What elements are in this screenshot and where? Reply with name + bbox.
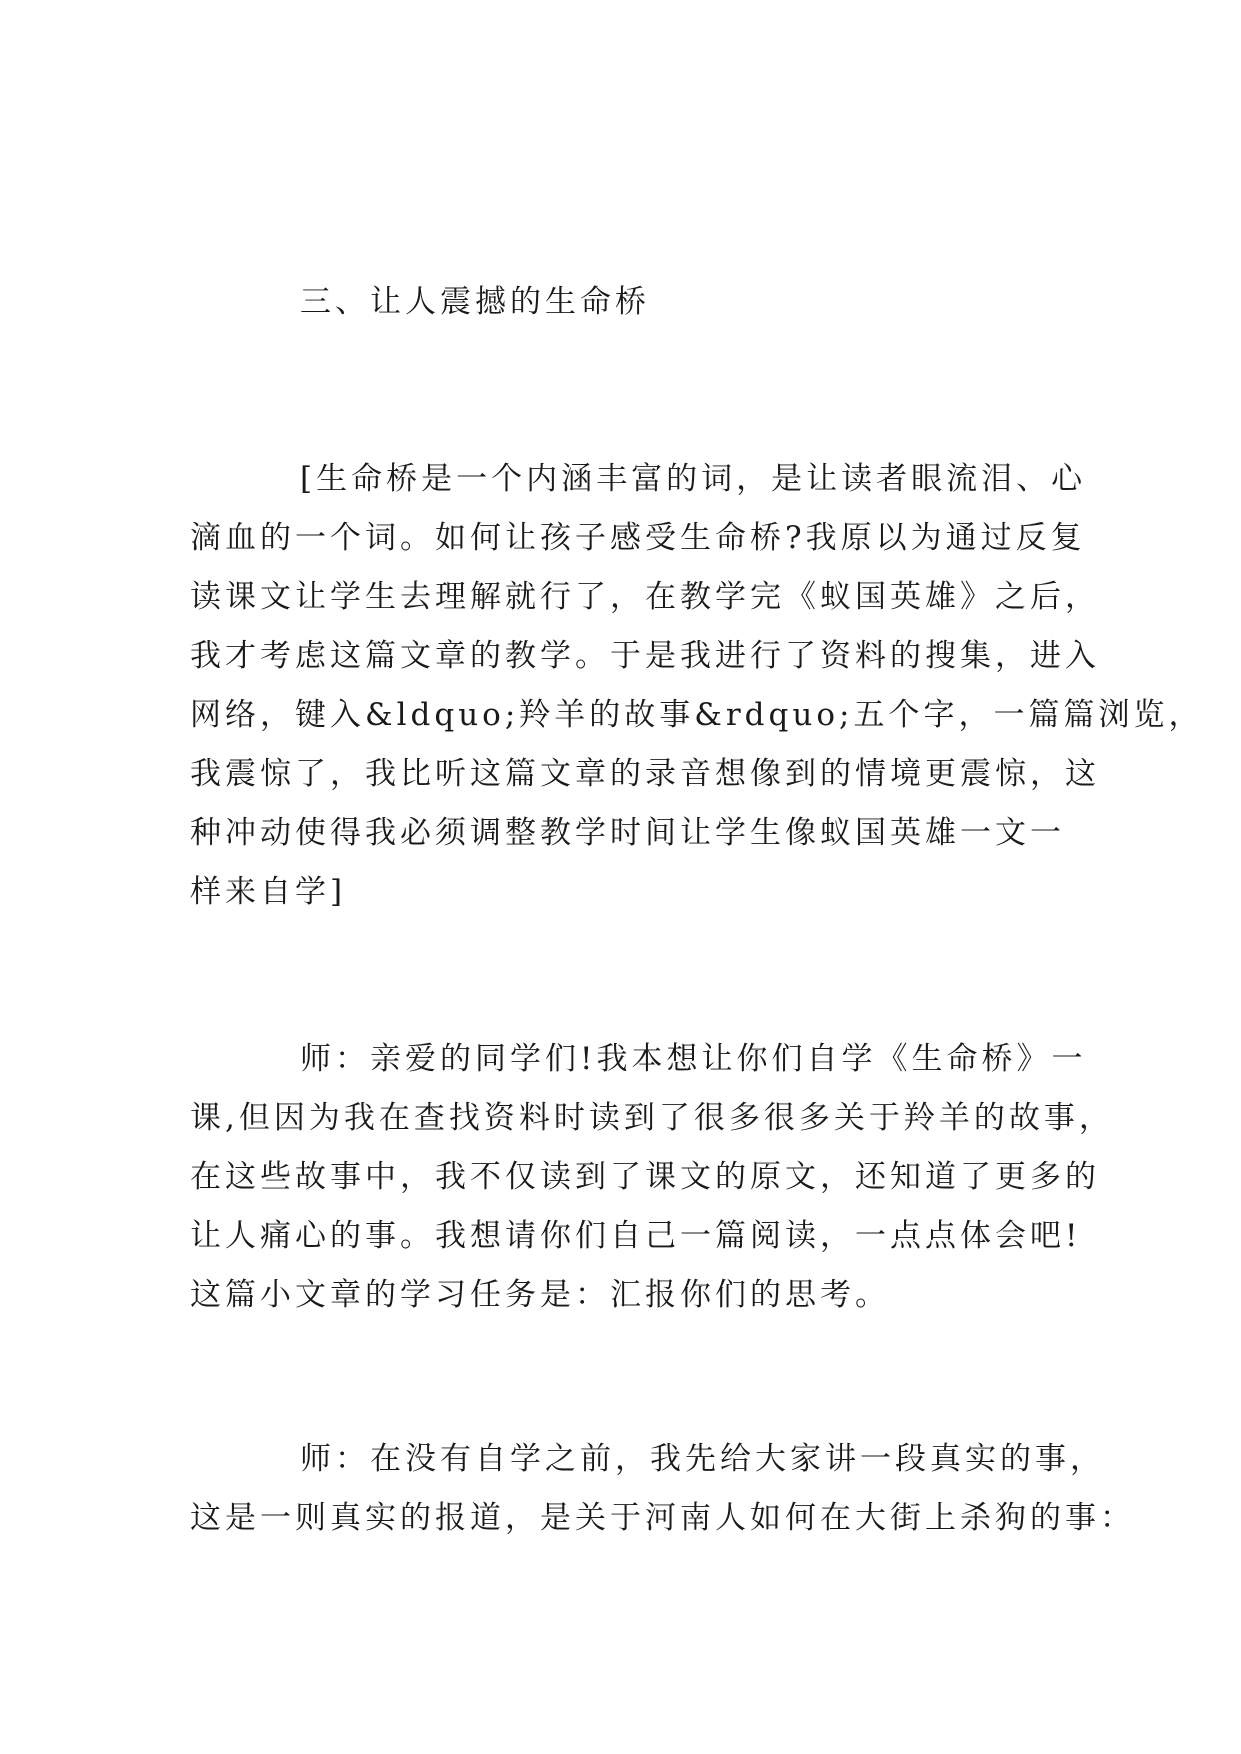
paragraph-line: 种冲动使得我必须调整教学时间让学生像蚁国英雄一文一 bbox=[190, 815, 1065, 851]
paragraph-line: 滴血的一个词。如何让孩子感受生命桥?我原以为通过反复 bbox=[190, 520, 1086, 556]
paragraph-line: [生命桥是一个内涵丰富的词，是让读者眼流泪、心 bbox=[300, 461, 1087, 497]
paragraph-line: 我震惊了，我比听这篇文章的录音想像到的情境更震惊，这 bbox=[190, 756, 1100, 792]
section-title: 三、让人震撼的生命桥 bbox=[300, 284, 650, 320]
paragraph-line: 样来自学] bbox=[190, 874, 347, 910]
paragraph-teaching-note bbox=[190, 450, 1204, 922]
paragraph-line: 师：亲爱的同学们!我本想让你们自学《生命桥》一 bbox=[300, 1041, 1087, 1077]
paragraph-line: 网络，键入&ldquo;羚羊的故事&rdquo;五个字，一篇篇浏览， bbox=[190, 697, 1204, 733]
paragraph-line: 让人痛心的事。我想请你们自己一篇阅读，一点点体会吧! bbox=[190, 1218, 1082, 1254]
paragraph-teacher-story bbox=[190, 1430, 1135, 1548]
paragraph-line: 这篇小文章的学习任务是：汇报你们的思考。 bbox=[190, 1277, 890, 1313]
paragraph-line: 在这些故事中，我不仅读到了课文的原文，还知道了更多的 bbox=[190, 1159, 1100, 1195]
paragraph-line: 这是一则真实的报道，是关于河南人如何在大街上杀狗的事： bbox=[190, 1500, 1135, 1536]
paragraph-line: 课,但因为我在查找资料时读到了很多很多关于羚羊的故事， bbox=[190, 1100, 1114, 1136]
paragraph-line: 师：在没有自学之前，我先给大家讲一段真实的事， bbox=[300, 1441, 1105, 1477]
paragraph-line: 读课文让学生去理解就行了，在教学完《蚁国英雄》之后， bbox=[190, 579, 1100, 615]
paragraph-line: 我才考虑这篇文章的教学。于是我进行了资料的搜集，进入 bbox=[190, 638, 1100, 674]
paragraph-teacher-intro bbox=[190, 1030, 1114, 1325]
